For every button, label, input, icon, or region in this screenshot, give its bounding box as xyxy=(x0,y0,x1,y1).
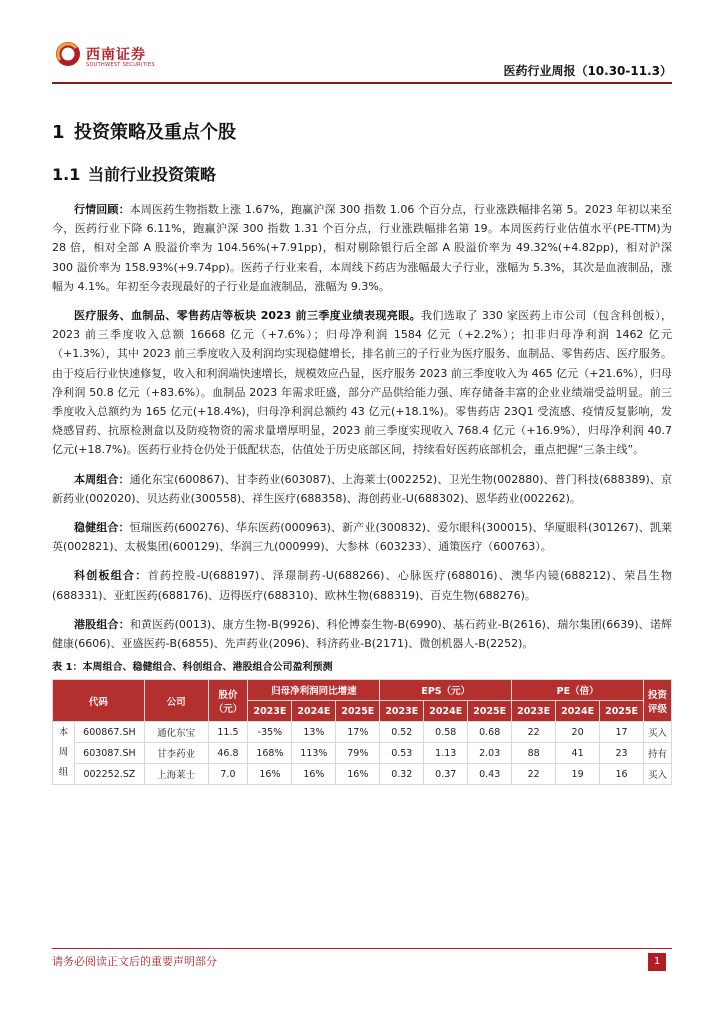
main-content xyxy=(52,118,672,785)
logo-mark-icon xyxy=(54,40,82,68)
company-logo xyxy=(54,40,154,76)
col-header-price: 股价（元） xyxy=(208,680,248,722)
cell-eps: 2.03 xyxy=(468,743,512,764)
paragraph-body: 通化东宝(600867)、甘李药业(603087)、上海莱士(002252)、卫光生物(002880)、普门科技(688389)、京新药业(002020)、贝达药业(300558)、祥生医疗(688358)、海创药业-U(688302)、恩华药业(002262)。 xyxy=(52,472,672,505)
paragraph-body: 首药控股-U(688197)、泽璟制药-U(688266)、心脉医疗(688016)、澳华内镜(688212)、荣昌生物(688331)、亚虹医药(688176)、迈得医疗(688310)、欧林生物(688319)、百克生物(688276)。 xyxy=(52,569,672,602)
logo-text-cn: 西南证券 xyxy=(86,47,146,63)
paragraph-body: 和黄医药(0013)、康方生物-B(9926)、科伦博泰生物-B(6990)、基石药业-B(2616)、瑞尔集团(6639)、诺辉健康(6606)、亚盛医药-B(6855)、先声药业(2096)、科济药业-B(2171)、微创机器人-B(2252)。 xyxy=(52,617,673,651)
section-heading xyxy=(52,118,672,148)
year-header: 2023E xyxy=(380,701,424,722)
report-title: 医药行业周报（10.30-11.3） xyxy=(503,64,672,78)
cell-eps: 0.32 xyxy=(380,764,424,785)
cell-eps: 0.58 xyxy=(424,722,468,743)
section-title: 投资策略及重点个股 xyxy=(74,122,236,143)
col-header-company: 公司 xyxy=(144,680,208,722)
forecast-table xyxy=(52,679,672,785)
table-row xyxy=(53,722,672,743)
col-header-pe: PE（倍） xyxy=(512,680,644,701)
paragraph-body: 恒瑞医药(600276)、华东医药(000963)、新产业(300832)、爱尔眼科(300015)、华厦眼科(301267)、凯莱英(002821)、太极集团(600129)、华润三九(000999)、大参林（603233）、通策医疗（600763）。 xyxy=(52,521,672,554)
paragraph-lead: 港股组合： xyxy=(74,617,130,631)
cell-eps: 1.13 xyxy=(424,743,468,764)
cell-pe: 22 xyxy=(512,764,556,785)
paragraph-body: 我们选取了 330 家医药上市公司（包含科创板），2023 前三季度收入总额 16668 亿元（+7.6%）；归母净利润 1584 亿元（+2.2%）；扣非归母净利润 1462 亿元（+1.3%），其中 2023 前三季度收入及利润均实现稳健增长，排名前三的子行业为医疗服务、血制品、零售药店、医疗服务。由于疫后行业快速修复，收入和利润端快速增长，规模效应凸显，医疗服务 2023 前三季度收入为 465 亿元（+21.6%），归母净利润 50.8 亿元（+83.6%）。血制品 2023 年需求旺盛，部分产品供给能力强、库存储备丰富的企业业绩端受益明显。前三季度收入总额约为 165 亿元(+18.4%)，归母净利润总额约 43 亿元(+18.1%)。零售药店 23Q1 受流感、疫情反复影响，发烧感冒药、抗原检测盒以及防疫物资的需求量增厚明显，2023 前三季度实现收入 768.4 亿元（+16.9%），归母净利润 40.7 亿元(+18.7%)。医药行业持仓仍处于低配状态，估值处于历史底部区间，持续看好医药底部机会，重点把握“三条主线”。 xyxy=(52,309,672,457)
cell-pe: 20 xyxy=(556,722,600,743)
cell-growth: 168% xyxy=(248,743,292,764)
weekly-portfolio-paragraph xyxy=(52,470,672,508)
year-header: 2024E xyxy=(292,701,336,722)
steady-portfolio-paragraph xyxy=(52,518,672,556)
cell-price: 11.5 xyxy=(208,722,248,743)
paragraph-lead: 科创板组合： xyxy=(74,569,148,583)
cell-pe: 41 xyxy=(556,743,600,764)
cell-pe: 22 xyxy=(512,722,556,743)
cell-price: 46.8 xyxy=(208,743,248,764)
page-number: 1 xyxy=(648,953,666,971)
cell-company: 上海莱士 xyxy=(144,764,208,785)
paragraph-body: 本周医药生物指数上涨 1.67%，跑赢沪深 300 指数 1.06 个百分点，行业涨跌幅排名第 5。2023 年初以来至今，医药行业下降 6.11%，跑赢沪深 300 指数 1.31 个百分点，行业涨跌幅排名第 19。本周医药行业估值水平(PE-TTM)为 28 倍，相对全部 A 股溢价率为 104.56%(+7.91pp)，相对剔除银行后全部 A 股溢价率为 49.32%(+4.82pp)，相对沪深 300 溢价率为 158.93%(+9.74pp)。医药子行业来看，本周线下药店为涨幅最大子行业，涨幅为 5.3%，其次是血液制品，涨幅为 4.1%。年初至今表现最好的子行业是血液制品，涨幅为 9.3%。 xyxy=(52,203,673,293)
hk-portfolio-paragraph xyxy=(52,615,672,653)
col-header-growth: 归母净利润同比增速 xyxy=(248,680,380,701)
table-row xyxy=(53,764,672,785)
paragraph-lead: 医疗服务、血制品、零售药店等板块 2023 前三季度业绩表现亮眼。 xyxy=(74,309,421,323)
group-label-cell: 本周组 xyxy=(53,722,75,785)
cell-growth: 17% xyxy=(336,722,380,743)
table-row xyxy=(53,743,672,764)
footer-disclaimer: 请务必阅读正文后的重要声明部分 xyxy=(52,955,217,968)
col-header-eps: EPS（元） xyxy=(380,680,512,701)
cell-growth: 16% xyxy=(292,764,336,785)
cell-growth: 13% xyxy=(292,722,336,743)
cell-pe: 88 xyxy=(512,743,556,764)
year-header: 2025E xyxy=(468,701,512,722)
paragraph-lead: 稳健组合： xyxy=(74,521,130,535)
star-portfolio-paragraph xyxy=(52,566,672,604)
cell-eps: 0.52 xyxy=(380,722,424,743)
section-number: 1 xyxy=(52,122,65,143)
logo-text-en: SOUTHWEST SECURITIES xyxy=(86,62,155,68)
cell-growth: 16% xyxy=(248,764,292,785)
cell-rating: 持有 xyxy=(644,743,672,764)
footer-divider xyxy=(52,948,672,949)
cell-growth: 79% xyxy=(336,743,380,764)
cell-growth: -35% xyxy=(248,722,292,743)
cell-growth: 16% xyxy=(336,764,380,785)
cell-price: 7.0 xyxy=(208,764,248,785)
table-header-row xyxy=(53,680,672,701)
cell-company: 甘李药业 xyxy=(144,743,208,764)
paragraph-lead: 行情回顾： xyxy=(74,203,130,216)
year-header: 2025E xyxy=(336,701,380,722)
cell-growth: 113% xyxy=(292,743,336,764)
cell-pe: 16 xyxy=(600,764,644,785)
cell-code: 600867.SH xyxy=(74,722,144,743)
paragraph-lead: 本周组合： xyxy=(74,472,130,486)
table-caption: 表 1：本周组合、稳健组合、科创组合、港股组合公司盈利预测 xyxy=(52,662,333,674)
col-header-code: 代码 xyxy=(53,680,145,722)
col-header-rating: 投资评级 xyxy=(644,680,672,722)
cell-eps: 0.43 xyxy=(468,764,512,785)
header-divider xyxy=(52,82,672,84)
page-header xyxy=(0,0,724,92)
year-header: 2024E xyxy=(556,701,600,722)
cell-eps: 0.53 xyxy=(380,743,424,764)
cell-rating: 买入 xyxy=(644,722,672,743)
subsection-number: 1.1 xyxy=(52,165,81,184)
cell-pe: 23 xyxy=(600,743,644,764)
cell-rating: 买入 xyxy=(644,764,672,785)
cell-eps: 0.37 xyxy=(424,764,468,785)
market-review-paragraph xyxy=(52,200,672,296)
strategy-paragraph xyxy=(52,306,672,460)
cell-company: 通化东宝 xyxy=(144,722,208,743)
cell-code: 603087.SH xyxy=(74,743,144,764)
cell-pe: 19 xyxy=(556,764,600,785)
year-header: 2023E xyxy=(512,701,556,722)
year-header: 2024E xyxy=(424,701,468,722)
cell-code: 002252.SZ xyxy=(74,764,144,785)
cell-eps: 0.68 xyxy=(468,722,512,743)
subsection-title: 当前行业投资策略 xyxy=(88,165,217,184)
cell-pe: 17 xyxy=(600,722,644,743)
year-header: 2023E xyxy=(248,701,292,722)
subsection-heading xyxy=(52,162,672,188)
year-header: 2025E xyxy=(600,701,644,722)
